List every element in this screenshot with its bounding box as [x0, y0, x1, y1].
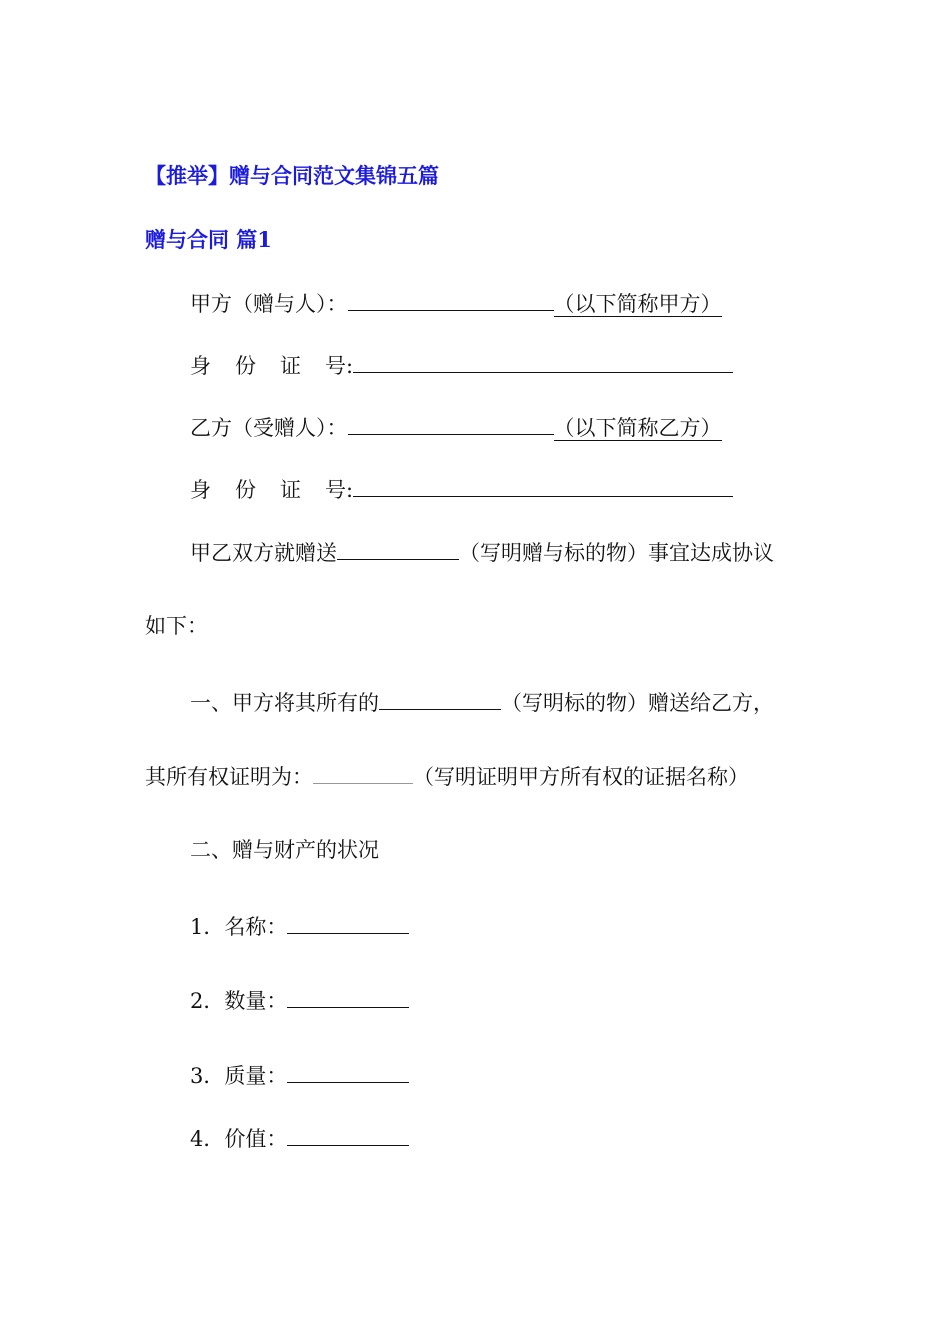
- gift-item-blank[interactable]: [337, 537, 459, 560]
- id-char: 号:: [325, 354, 354, 378]
- party-b-blank[interactable]: [348, 412, 554, 435]
- property-item: [190, 1060, 409, 1090]
- property-quality-blank[interactable]: [287, 1060, 409, 1083]
- property-item-label: 1．名称：: [190, 915, 288, 939]
- document-title: 【推举】赠与合同范文集锦五篇: [145, 163, 439, 188]
- party-b-id-blank[interactable]: [353, 474, 733, 497]
- party-b-suffix: （以下简称乙方）: [553, 416, 722, 440]
- id-char: 证: [280, 354, 301, 378]
- party-a-blank[interactable]: [348, 288, 554, 311]
- property-item: [190, 985, 409, 1015]
- id-char: 份: [235, 354, 256, 378]
- property-item: [190, 911, 409, 941]
- property-name-blank[interactable]: [287, 911, 409, 934]
- party-b-line: [190, 412, 722, 442]
- party-a-label: 甲方（赠与人）：: [190, 292, 348, 316]
- id-char: 证: [280, 478, 301, 502]
- property-value-blank[interactable]: [287, 1123, 409, 1146]
- party-b-id-line: [190, 474, 733, 504]
- intro-line: [190, 537, 774, 567]
- property-quantity-blank[interactable]: [287, 985, 409, 1008]
- property-item-label: 3．质量：: [190, 1064, 288, 1088]
- party-b-label: 乙方（受赠人）：: [190, 416, 348, 440]
- clause1-continuation: [145, 761, 749, 791]
- party-a-id-line: [190, 350, 733, 380]
- subject-matter-blank[interactable]: [379, 687, 501, 710]
- property-item: [190, 1123, 409, 1153]
- id-char: 身: [190, 478, 211, 502]
- party-a-id-blank[interactable]: [353, 350, 733, 373]
- party-a-line: [190, 288, 722, 318]
- party-a-suffix: （以下简称甲方）: [553, 292, 722, 316]
- intro-continuation: 如下：: [145, 614, 208, 638]
- ownership-proof-blank[interactable]: [313, 761, 413, 784]
- id-char: 身: [190, 354, 211, 378]
- property-item-label: 4．价值：: [190, 1127, 288, 1151]
- ownership-proof-label: 其所有权证明为：: [145, 765, 313, 789]
- ownership-proof-note: （写明证明甲方所有权的证据名称）: [413, 765, 749, 789]
- clause1-line: [190, 687, 774, 717]
- clause1-part2: （写明标的物）赠送给乙方，: [501, 691, 774, 715]
- id-char: 号:: [325, 478, 354, 502]
- clause1-part1: 一、甲方将其所有的: [190, 691, 379, 715]
- property-item-label: 2．数量：: [190, 989, 288, 1013]
- intro-part2: （写明赠与标的物）事宜达成协议: [459, 541, 774, 565]
- id-char: 份: [235, 478, 256, 502]
- intro-part1: 甲乙双方就赠送: [190, 541, 337, 565]
- clause2-heading: 二、赠与财产的状况: [190, 838, 379, 862]
- section-title: 赠与合同 篇1: [145, 227, 272, 252]
